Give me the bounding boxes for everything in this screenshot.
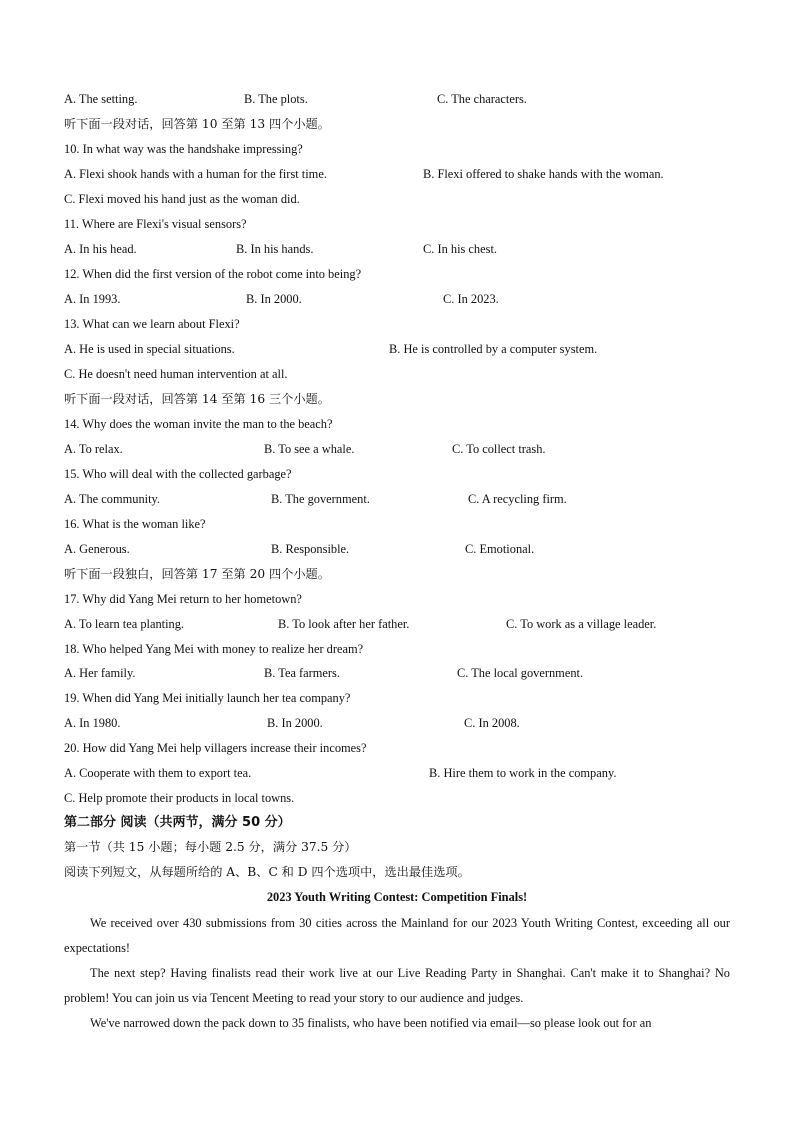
q12-option-c: C. In 2023. — [443, 292, 499, 306]
instruction-17-20: 听下面一段独白，回答第 17 至第 20 四个小题。 — [64, 567, 330, 581]
q18-option-a: A. Her family. — [64, 666, 136, 680]
q17-option-c: C. To work as a village leader. — [506, 617, 657, 631]
q17-option-b: B. To look after her father. — [278, 617, 410, 631]
q9-option-a: A. The setting. — [64, 92, 138, 106]
q14-option-c: C. To collect trash. — [452, 442, 546, 456]
article-paragraph-1: We received over 430 submissions from 30 cities across the Mainland for our 2023 Youth Writing Contest, exceeding all our expectations! — [64, 916, 730, 955]
article-paragraph-2: The next step? Having finalists read their work live at our Live Reading Party in Shanghai. Can't make it to Shanghai? No problem! You can join us via Tencent Meeting to read your story to our audience and judges. — [64, 966, 730, 1005]
q13-option-b: B. He is controlled by a computer system. — [389, 342, 598, 356]
instruction-10-13: 听下面一段对话，回答第 10 至第 13 四个小题。 — [64, 117, 330, 131]
q16-option-b: B. Responsible. — [271, 542, 350, 556]
q16-option-c: C. Emotional. — [465, 542, 535, 556]
q10-stem: 10. In what way was the handshake impressing? — [64, 142, 303, 156]
q15-option-c: C. A recycling firm. — [468, 492, 567, 506]
article-paragraph-3: We've narrowed down the pack down to 35 finalists, who have been notified via email—so please look out for an — [90, 1016, 652, 1030]
q9-option-c: C. The characters. — [437, 92, 527, 106]
q13-option-a: A. He is used in special situations. — [64, 342, 235, 356]
q16-stem: 16. What is the woman like? — [64, 517, 206, 531]
q11-option-b: B. In his hands. — [236, 242, 314, 256]
q11-option-c: C. In his chest. — [423, 242, 497, 256]
q14-option-a: A. To relax. — [64, 442, 123, 456]
q10-option-c: C. Flexi moved his hand just as the woman did. — [64, 192, 300, 206]
part2-section1: 第一节（共 15 小题；每小题 2.5 分，满分 37.5 分） — [64, 840, 357, 854]
q12-stem: 12. When did the first version of the robot come into being? — [64, 267, 362, 281]
q17-option-a: A. To learn tea planting. — [64, 617, 185, 631]
q18-option-b: B. Tea farmers. — [264, 666, 340, 680]
q20-stem: 20. How did Yang Mei help villagers increase their incomes? — [64, 741, 367, 755]
q19-option-b: B. In 2000. — [267, 716, 323, 730]
q19-option-a: A. In 1980. — [64, 716, 121, 730]
q19-stem: 19. When did Yang Mei initially launch her tea company? — [64, 691, 351, 705]
article-title: 2023 Youth Writing Contest: Competition Finals! — [266, 890, 528, 904]
instruction-14-16: 听下面一段对话，回答第 14 至第 16 三个小题。 — [64, 392, 330, 406]
q13-stem: 13. What can we learn about Flexi? — [64, 317, 240, 331]
part2-instruction: 阅读下列短文，从每题所给的 A、B、C 和 D 四个选项中，选出最佳选项。 — [64, 865, 470, 879]
q11-option-a: A. In his head. — [64, 242, 137, 256]
q15-option-b: B. The government. — [271, 492, 370, 506]
q15-stem: 15. Who will deal with the collected garbage? — [64, 467, 292, 481]
q16-option-a: A. Generous. — [64, 542, 130, 556]
q20-option-b: B. Hire them to work in the company. — [429, 766, 617, 780]
q14-stem: 14. Why does the woman invite the man to the beach? — [64, 417, 333, 431]
q18-stem: 18. Who helped Yang Mei with money to realize her dream? — [64, 642, 364, 656]
q12-option-b: B. In 2000. — [246, 292, 302, 306]
q9-option-b: B. The plots. — [244, 92, 308, 106]
q13-option-c: C. He doesn't need human intervention at all. — [64, 367, 288, 381]
q12-option-a: A. In 1993. — [64, 292, 121, 306]
q20-option-c: C. Help promote their products in local towns. — [64, 791, 295, 805]
q11-stem: 11. Where are Flexi's visual sensors? — [64, 217, 247, 231]
q17-stem: 17. Why did Yang Mei return to her hometown? — [64, 592, 302, 606]
q10-option-b: B. Flexi offered to shake hands with the woman. — [423, 167, 664, 181]
part2-heading: 第二部分 阅读（共两节，满分 50 分） — [64, 815, 291, 830]
q10-option-a: A. Flexi shook hands with a human for the first time. — [64, 167, 327, 181]
q19-option-c: C. In 2008. — [464, 716, 520, 730]
q15-option-a: A. The community. — [64, 492, 161, 506]
q14-option-b: B. To see a whale. — [264, 442, 355, 456]
q20-option-a: A. Cooperate with them to export tea. — [64, 766, 252, 780]
q18-option-c: C. The local government. — [457, 666, 584, 680]
